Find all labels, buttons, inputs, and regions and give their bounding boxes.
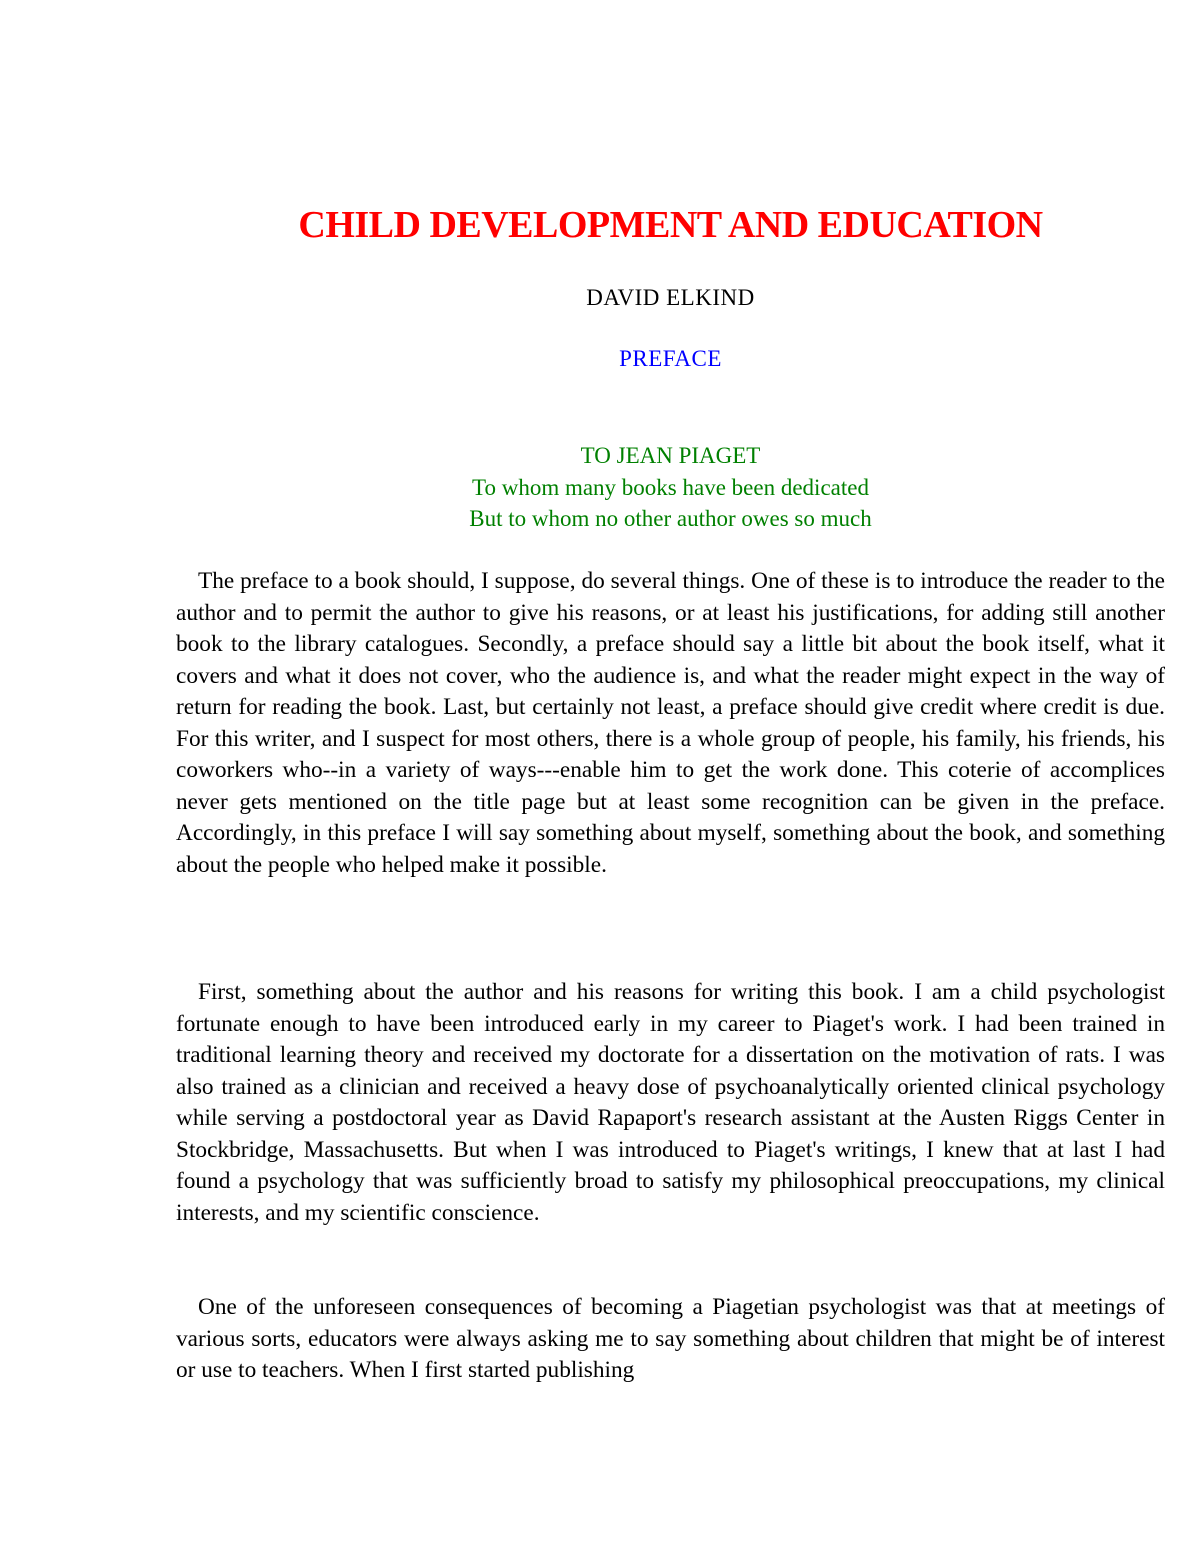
document-title: CHILD DEVELOPMENT AND EDUCATION bbox=[298, 204, 1043, 246]
dedication-line: TO JEAN PIAGET bbox=[580, 443, 761, 468]
dedication-line: To whom many books have been dedicated bbox=[472, 474, 869, 500]
body-paragraph: First, something about the author and his reasons for writing this book. I am a child psychologist fortunate enough to have been introduced early in my career to Piaget's work. I had been trained in traditional learning theory and received my doctorate for a dissertation on the motivation of rats. I was also trained as a clinician and received a heavy dose of psychoanalytically oriented clinical psychology while serving a postdoctoral year as David Rapaport's research assistant at the Austen Riggs Center in Stockbridge, Massachusetts. But when I was introduced to Piaget's writings, I knew that at last I had found a psychology that was sufficiently broad to satisfy my philosophical preoccupations, my clinical interests, and my scientific conscience. bbox=[176, 979, 1165, 1226]
dedication-line: But to whom no other author owes so much bbox=[469, 506, 872, 531]
body-paragraph: The preface to a book should, I suppose, do several things. One of these is to introduce the reader to the author and to permit the author to give his reasons, or at least his justifications, for adding still another book to the library catalogues. Secondly, a preface should say a little bit about the book itself, what it covers and what it does not cover, who the audience is, and what the reader might expect in the way of return for reading the book. Last, but certainly not least, a preface should give credit where credit is due. For this writer, and I suspect for most others, there is a whole group of people, his family, his friends, his coworkers who--in a variety of ways---enable him to get the work done. This coterie of accomplices never gets mentioned on the title page but at least some recognition can be given in the preface. Accordingly, in this preface I will say something about myself, something about the book, and something about the people who helped make it possible. bbox=[176, 568, 1165, 878]
section-heading-preface: PREFACE bbox=[619, 346, 722, 371]
author-name: DAVID ELKIND bbox=[586, 285, 755, 310]
dedication-block bbox=[176, 440, 1165, 535]
body-paragraph: One of the unforeseen consequences of becoming a Piagetian psychologist was that at meetings of various sorts, educators were always asking me to say something about children that might be of interest or use to teachers. When I first started publishing bbox=[176, 1294, 1165, 1383]
